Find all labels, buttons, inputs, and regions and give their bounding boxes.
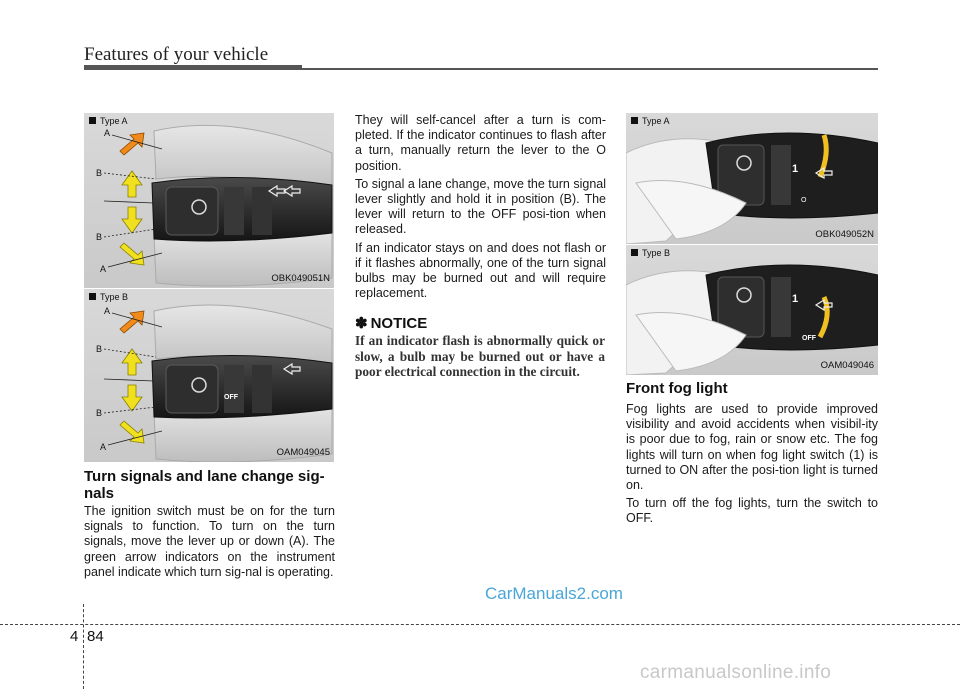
turn-signal-stalk-illustration	[84, 113, 334, 288]
footer-divider	[83, 604, 84, 689]
switch-o-label: O	[801, 197, 807, 204]
fog-light-switch-illustration	[626, 113, 878, 244]
callout-1: 1	[792, 293, 799, 305]
callout-a-bottom: A	[100, 442, 107, 452]
switch-off-label: OFF	[802, 335, 816, 342]
turn-signal-stalk-illustration	[84, 289, 334, 462]
callout-b-top: B	[96, 168, 103, 178]
callout-b-bottom: B	[96, 232, 103, 242]
figure-code: OBK049052N	[815, 229, 874, 240]
paragraph: To turn off the fog lights, turn the switch to OFF.	[626, 496, 878, 526]
paragraph: The ignition switch must be on for the turn signals to function. To turn on the turn signals, move the lever up or down (A). The green arrow indicators on the instrument panel indicate which turn sig-nal is operating.	[84, 504, 335, 579]
page-number: 84	[87, 628, 104, 645]
heading-front-fog-light: Front fog light	[626, 380, 728, 397]
figure-type-label: Type B	[631, 248, 670, 258]
footer-site-watermark: carmanualsonline.info	[640, 662, 832, 683]
fog-light-switch-illustration	[626, 245, 878, 375]
figure-turn-signal-type-a	[84, 113, 334, 288]
callout-a-bottom: A	[100, 264, 107, 274]
square-bullet-icon	[631, 249, 638, 256]
notice-heading: ✽ NOTICE	[355, 315, 428, 332]
callout-1: 1	[792, 163, 799, 175]
notice-star-icon: ✽	[355, 315, 368, 332]
notice-text: If an indicator flash is abnormally quick or slow, a bulb may be burned out or have a poor electrical connection in the circuit.	[355, 333, 605, 379]
footer-rule	[0, 624, 960, 625]
figure-type-label: Type A	[631, 116, 670, 126]
square-bullet-icon	[631, 117, 638, 124]
callout-a-top: A	[104, 128, 111, 138]
paragraph: To signal a lane change, move the turn signal lever slightly and hold it in position (B). The lever will return to the OFF posi-tion when released.	[355, 176, 606, 237]
paragraph: If an indicator stays on and does not flash or if it flashes abnormally, one of the turn signal bulbs may be burned out and will require replacement.	[355, 240, 606, 301]
heading-turn-signals: Turn signals and lane change sig-nals	[84, 468, 325, 502]
paragraph: Fog lights are used to provide improved visibility and avoid accidents when visibil-ity is poor due to fog, rain or snow etc. The fog lights will turn on when fog light switch (1) is turned to ON after the posi-tion light is turned on.	[626, 402, 878, 493]
callout-a-top: A	[104, 306, 111, 316]
switch-off-label: OFF	[224, 394, 238, 401]
figure-code: OBK049051N	[271, 273, 330, 284]
page-header-title: Features of your vehicle	[84, 44, 269, 65]
header-rule-thick	[84, 65, 302, 70]
turn-signals-body	[84, 504, 335, 583]
watermark-link[interactable]: CarManuals2.com	[485, 584, 623, 603]
square-bullet-icon	[89, 293, 96, 300]
square-bullet-icon	[89, 117, 96, 124]
fog-light-body	[626, 402, 878, 530]
figure-code: OAM049046	[820, 360, 874, 371]
chapter-number: 4	[70, 628, 79, 645]
middle-column-body	[355, 113, 606, 304]
figure-type-label: Type B	[89, 292, 128, 302]
figure-fog-light-type-a	[626, 113, 878, 244]
figure-fog-light-type-b	[626, 245, 878, 375]
figure-code: OAM049045	[276, 447, 330, 458]
callout-b-top: B	[96, 344, 103, 354]
figure-turn-signal-type-b	[84, 289, 334, 462]
figure-type-label: Type A	[89, 116, 128, 126]
callout-b-bottom: B	[96, 408, 103, 418]
header-rule-thin	[302, 68, 878, 70]
paragraph: They will self-cancel after a turn is com-pleted. If the indicator continues to flash after a turn, manually return the lever to the O position.	[355, 113, 606, 173]
